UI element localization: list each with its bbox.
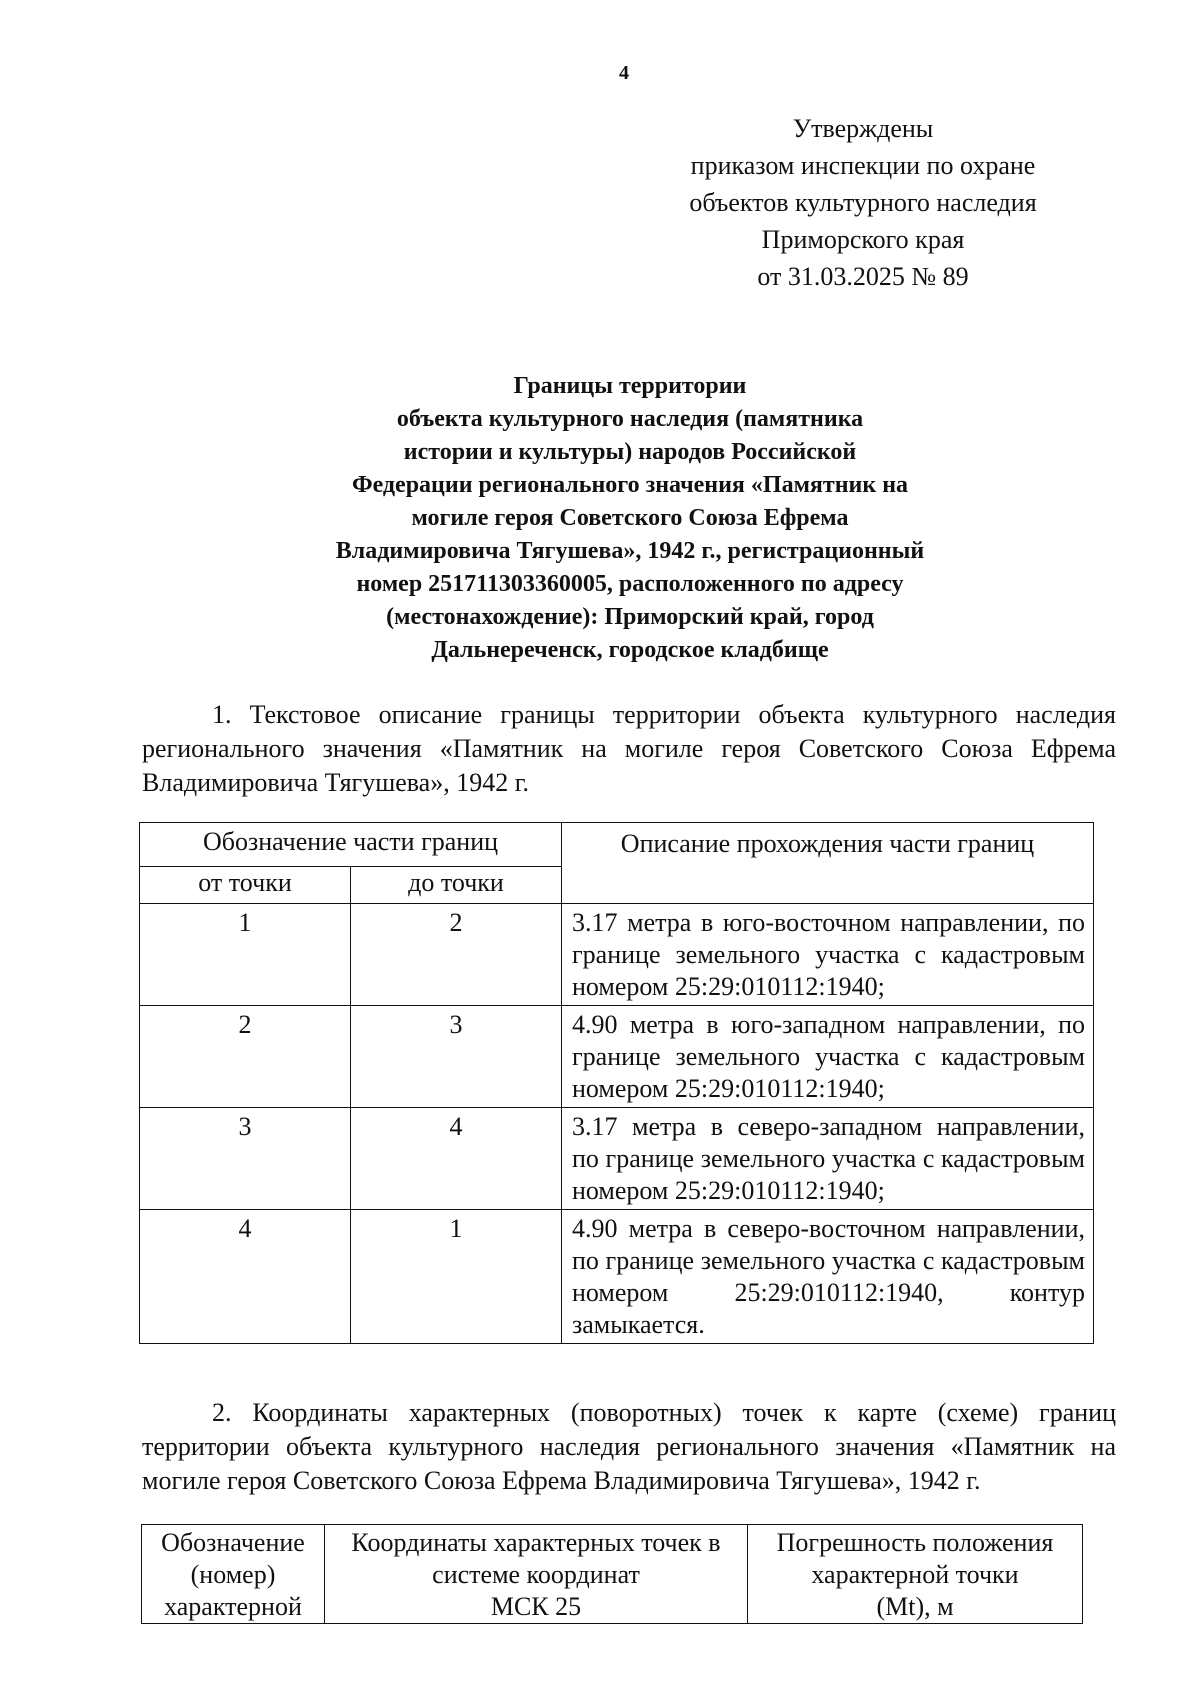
cell-from-point: 1	[140, 904, 351, 1006]
approval-line: от 31.03.2025 № 89	[757, 262, 969, 291]
cell-from-point: 2	[140, 1006, 351, 1108]
header-line: системе координат	[432, 1560, 640, 1589]
header-line: Погрешность положения	[776, 1528, 1054, 1557]
cell-to-point: 2	[351, 904, 562, 1006]
header-to-point: до точки	[351, 867, 562, 904]
title-line: Границы территории	[513, 373, 747, 399]
title-line: могиле героя Советского Союза Ефрема	[411, 505, 849, 531]
section-1-paragraph: 1. Текстовое описание границы территории объекта культурного наследия регионального значения «Памятник на могиле героя Советского Союза Ефрема Владимировича Тягушева», 1942 г.	[142, 700, 1116, 797]
approval-block	[620, 110, 1106, 295]
header-line: (Mt), м	[876, 1592, 954, 1621]
header-line: Обозначение	[161, 1528, 305, 1557]
table-row	[140, 904, 1094, 1006]
section-2-paragraph: 2. Координаты характерных (поворотных) точек к карте (схеме) границ территории объекта культурного наследия регионального значения «Памятник на могиле героя Советского Союза Ефрема Владимировича Тягушева», 1942 г.	[142, 1398, 1116, 1495]
header-boundary-description: Описание прохождения части границ	[562, 823, 1094, 904]
cell-from-point: 3	[140, 1108, 351, 1210]
title-line: номер 251711303360005, расположенного по адресу	[356, 571, 904, 597]
coordinates-table	[141, 1524, 1083, 1624]
table-row	[140, 1108, 1094, 1210]
title-line: Владимировича Тягушева», 1942 г., регистрационный	[335, 538, 925, 564]
cell-to-point: 1	[351, 1210, 562, 1344]
header-point-designation	[142, 1525, 325, 1624]
boundary-description-table	[139, 822, 1094, 1344]
cell-description: 4.90 метра в юго-западном направлении, по границе земельного участка с кадастровым номером 25:29:010112:1940;	[562, 1006, 1094, 1108]
title-line: Федерации регионального значения «Памятник на	[351, 472, 909, 498]
title-line: истории и культуры) народов Российской	[403, 439, 857, 465]
header-line: (номер)	[190, 1560, 276, 1589]
cell-to-point: 4	[351, 1108, 562, 1210]
approval-line: приказом инспекции по охране	[690, 151, 1036, 180]
table-row	[140, 1210, 1094, 1344]
approval-line: Приморского края	[761, 225, 965, 254]
cell-description: 3.17 метра в юго-восточном направлении, по границе земельного участка с кадастровым номером 25:29:010112:1940;	[562, 904, 1094, 1006]
header-line: характерной точки	[811, 1560, 1019, 1589]
cell-description: 4.90 метра в северо-восточном направлении, по границе земельного участка с кадастровым номером 25:29:010112:1940, контур замыкается.	[562, 1210, 1094, 1344]
title-line: Дальнереченск, городское кладбище	[431, 637, 829, 663]
header-line: характерной	[164, 1592, 302, 1621]
page-number: 4	[619, 62, 629, 84]
title-line: объекта культурного наследия (памятника	[396, 406, 864, 432]
cell-to-point: 3	[351, 1006, 562, 1108]
header-coordinates	[325, 1525, 748, 1624]
title-line: (местонахождение): Приморский край, город	[386, 604, 874, 630]
cell-description: 3.17 метра в северо-западном направлении, по границе земельного участка с кадастровым номером 25:29:010112:1940;	[562, 1108, 1094, 1210]
approval-line: Утверждены	[792, 114, 934, 143]
header-line: МСК 25	[490, 1592, 582, 1621]
header-from-point: от точки	[140, 867, 351, 904]
header-boundary-parts: Обозначение части границ	[140, 823, 562, 867]
cell-from-point: 4	[140, 1210, 351, 1344]
table-row	[140, 1006, 1094, 1108]
approval-line: объектов культурного наследия	[689, 188, 1037, 217]
header-line: Координаты характерных точек в	[351, 1528, 721, 1557]
header-position-error	[748, 1525, 1083, 1624]
document-title	[250, 370, 1010, 667]
